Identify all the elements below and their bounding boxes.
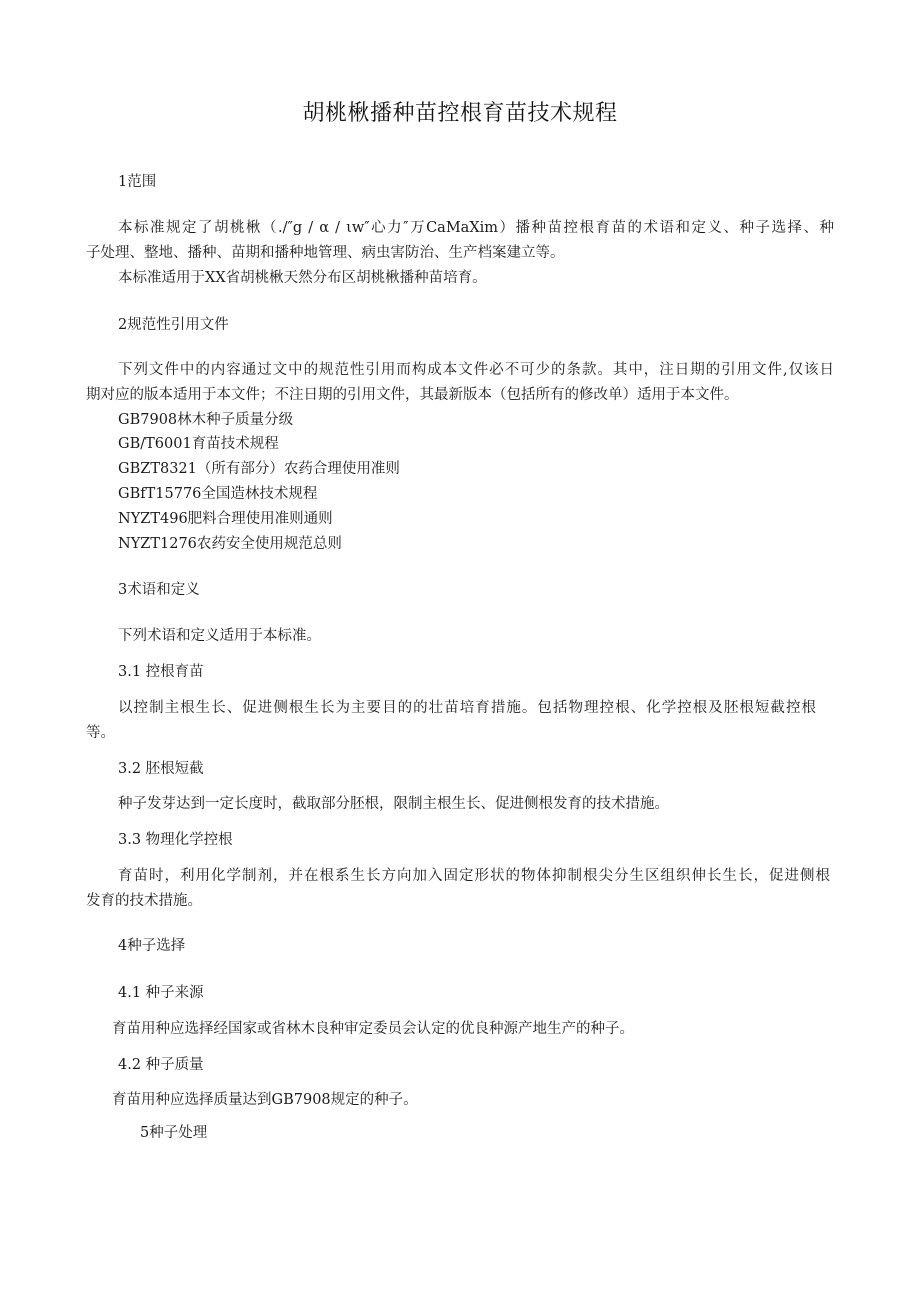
term-heading-radicle-cutting: 3.2 胚根短截 xyxy=(118,761,204,777)
section-heading-seed-treatment: 5种子处理 xyxy=(140,1125,208,1141)
reference-item: GBZT8321（所有部分）农药合理使用准则 xyxy=(118,461,400,477)
term-heading-root-control: 3.1 控根育苗 xyxy=(118,664,204,680)
document-title: 胡桃楸播种苗控根育苗技术规程 xyxy=(302,101,618,126)
reference-item: GB7908林木种子质量分级 xyxy=(118,412,294,428)
terms-intro: 下列术语和定义适用于本标准。 xyxy=(118,628,321,644)
section-heading-scope: 1范围 xyxy=(118,174,157,190)
term-definition-line1: 育苗时，利用化学制剂，并在根系生长方向加入固定形状的物体抑制根尖分生区组织伸长生长，促进侧根 xyxy=(118,868,830,884)
scope-paragraph-line2: 子处理、整地、播种、苗期和播种地管理、病虫害防治、生产档案建立等。 xyxy=(86,245,565,261)
scope-paragraph-line1: 本标准规定了胡桃楸（./″g / α / ιw″心力″万CaMaXim）播种苗控根育苗的术语和定义、种子选择、种 xyxy=(118,220,834,236)
section-heading-seed-selection: 4种子选择 xyxy=(118,938,186,954)
section-heading-normative-references: 2规范性引用文件 xyxy=(118,317,229,333)
section-heading-terms: 3术语和定义 xyxy=(118,582,200,598)
reference-item: NYZT496肥料合理使用准则通则 xyxy=(118,511,333,527)
term-heading-physical-chemical: 3.3 物理化学控根 xyxy=(118,832,233,848)
term-definition-line2: 发育的技术措施。 xyxy=(86,893,202,909)
seed-source-text: 育苗用种应选择经国家或省林木良种审定委员会认定的优良种源产地生产的种子。 xyxy=(112,1021,634,1037)
term-definition: 种子发芽达到一定长度时，截取部分胚根，限制主根生长、促进侧根发育的技术措施。 xyxy=(118,796,669,812)
subsection-heading-seed-source: 4.1 种子来源 xyxy=(118,985,204,1001)
reference-item: GB/T6001育苗技术规程 xyxy=(118,436,279,452)
references-paragraph-line2: 期对应的版本适用于本文件；不注日期的引用文件，其最新版本（包括所有的修改单）适用于本文件。 xyxy=(86,387,739,403)
subsection-heading-seed-quality: 4.2 种子质量 xyxy=(118,1057,204,1073)
scope-applicability: 本标准适用于XX省胡桃楸天然分布区胡桃楸播种苗培育。 xyxy=(118,270,487,286)
term-definition-line1: 以控制主根生长、促进侧根生长为主要目的的壮苗培育措施。包括物理控根、化学控根及胚根短截控根 xyxy=(118,700,816,716)
term-definition-line2: 等。 xyxy=(86,725,115,741)
references-paragraph-line1: 下列文件中的内容通过文中的规范性引用而构成本文件必不可少的条款。其中，注日期的引用文件,仅该日 xyxy=(118,362,834,378)
reference-item: NYZT1276农药安全使用规范总则 xyxy=(118,536,342,552)
reference-item: GBfT15776全国造林技术规程 xyxy=(118,486,318,502)
seed-quality-text: 育苗用种应选择质量达到GB7908规定的种子。 xyxy=(112,1092,418,1108)
